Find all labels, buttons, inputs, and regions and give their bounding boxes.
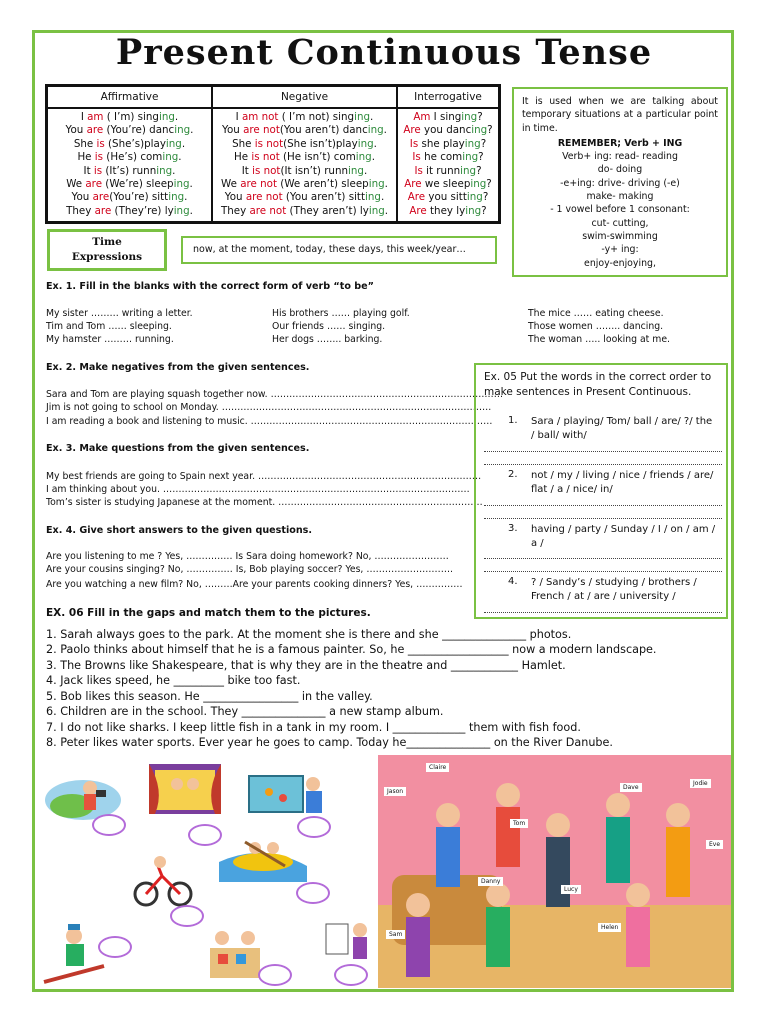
conjugation-line [213,111,396,124]
header-interrogative: Interrogative [397,86,500,109]
conjugation-line [213,151,396,164]
conjugation-segment: ing [158,111,175,123]
conjugation-segment: are [85,177,103,190]
ex6-item: 3. The Browns like Shakespeare, that is why they are in the theatre and ____________ Hamlet. [46,659,566,672]
ex3-item: My best friends are going to Spain next year. ……………………………………………………………… [46,471,482,482]
conjugation-segment: Is [409,137,419,150]
answer-oval[interactable] [296,882,330,904]
conjugation-line [48,205,211,218]
conjugation-segment: ing [357,137,374,150]
conjugation-segment: you sitt [425,191,467,204]
ex4-item: Are your cousins singing? No, …………… Is, Bob playing soccer? Yes, ………………………. [46,564,453,575]
conjugation-segment: am [87,111,104,123]
conjugation-segment: . [184,191,188,204]
party-label: Dave [620,783,642,792]
conjugation-segment: They [220,204,250,217]
conjugation-segment: ing [365,191,381,204]
conjugation-segment: ( I’m) sing [103,111,159,123]
ex5-box [474,363,728,619]
ex6-item: 5. Bob likes this season. He _________________ in the valley. [46,690,373,703]
conjugation-segment: ( I’m not) sing [278,111,355,123]
conjugation-line [48,191,211,204]
ex2-heading: Ex. 2. Make negatives from the given sentences. [46,362,310,373]
conjugation-line [48,151,211,164]
party-label: Lucy [561,885,581,894]
conjugation-segment: She [232,137,255,150]
ex1-item: Her dogs …….. barking. [272,334,383,345]
conjugation-line [213,165,396,178]
usage-rule: enjoy-enjoying, [584,257,656,269]
usage-rule: -e+ing: drive- driving (-e) [560,177,680,189]
conjugation-segment: ing [173,177,190,190]
conjugation-segment: Am [413,111,431,123]
conjugation-line [213,124,396,137]
conjugation-line [398,151,498,164]
conjugation-segment: We [221,177,241,190]
party-scene [378,755,731,988]
conjugation-segment: he com [420,151,463,164]
party-label: Claire [426,763,449,772]
answer-oval[interactable] [98,936,132,958]
conjugation-segment: ing [368,177,385,190]
ex6-item: 2. Paolo thinks about himself that he is a famous painter. So, he __________________ now a modern landscape. [46,643,657,656]
answer-oval[interactable] [258,964,292,986]
conjugation-segment: ? [476,164,482,177]
conjugation-segment: are not [240,177,278,190]
conjugation-segment: You [65,124,87,137]
conjugation-line [213,191,396,204]
answer-line[interactable] [484,518,722,519]
conjugation-segment: . [189,204,193,217]
usage-rule: -y+ ing: [601,244,639,256]
conjugation-segment: Is [412,151,421,164]
conjugation-segment: ing [174,124,191,137]
conjugation-line [398,138,498,151]
ex1-item: Tim and Tom …… sleeping. [46,321,172,332]
ex2-item: I am reading a book and listening to music. …………………………………………………………………… [46,416,493,427]
answer-oval[interactable] [92,814,126,836]
conjugation-segment: ing [348,164,364,177]
ex2-item: Sara and Tom are playing squash together now. ………………………………………………………………… [46,389,503,400]
party-illustration [378,755,731,988]
picture-skiing [42,922,106,988]
ex1-item: Our friends …… singing. [272,321,386,332]
ex1-item: My sister ……… writing a letter. [46,308,193,319]
conjugation-segment: Are [403,124,421,137]
answer-oval[interactable] [170,905,204,927]
conjugation-segment: I [80,111,88,123]
conjugation-segment: you danc [420,124,472,137]
page-title: Present Continuous Tense [115,32,653,73]
conjugation-segment: ing [354,111,371,123]
conjugation-segment: (We aren’t) sleep [277,177,369,190]
header-affirmative: Affirmative [47,86,213,109]
time-expressions-label [47,229,167,271]
picture-bike [128,852,198,908]
conjugation-segment: ? [486,177,492,190]
conjugation-segment: . [380,191,385,204]
picture-painter [322,918,374,966]
conjugation-segment: is not [252,164,281,177]
usage-rule: do- doing [597,164,643,176]
conjugation-segment: . [384,204,389,217]
time-label-line2: Expressions [71,251,143,263]
conjugation-segment: am not [241,111,279,123]
conjugation-segment: ing [165,137,182,150]
conjugation-segment: ing [464,137,481,150]
conjugation-segment: Are [409,204,427,217]
conjugation-segment: He [234,151,252,164]
ex1-item: The woman ….. looking at me. [528,334,671,345]
conjugation-segment: . [370,111,374,123]
ex1-item: His brothers …… playing golf. [272,308,410,319]
conjugation-segment: ing [156,164,173,177]
conjugation-segment: She [73,137,97,150]
conjugation-line [398,191,498,204]
usage-rule: REMEMBER; Verb + ING [557,137,683,149]
conjugation-segment: are [92,191,110,204]
conjugation-segment: she play [418,137,465,150]
time-label-line1: Time [92,236,122,248]
conjugation-segment: They [66,204,95,217]
conjugation-line [48,111,211,124]
party-label: Jason [384,787,406,796]
conjugation-line [48,138,211,151]
party-label: Helen [598,923,621,932]
conjugation-segment: . [189,177,193,190]
conjugation-segment: is [93,164,103,177]
ex5-number: 1. [508,415,518,426]
conjugation-segment: ing [168,191,185,204]
conjugation-segment: . [178,151,182,164]
negative-column [212,108,397,223]
conjugation-segment: I sing [430,111,462,123]
conjugation-segment: are not [249,204,287,217]
conjugation-segment: (We’re) sleep [102,177,174,190]
conjugation-segment: (She isn’t)play [283,137,358,150]
conjugation-segment: . [172,164,176,177]
conjugation-segment: ? [487,124,493,137]
conjugation-segment: ing [461,111,478,123]
conjugation-segment: we sleep [421,177,471,190]
usage-box [512,87,728,277]
conjugation-segment: ing [367,124,384,137]
ex5-words: ? / Sandy’s / studying / brothers / French / at / are / university / [531,577,697,602]
ex6-item: 8. Peter likes water sports. Ever year he goes to camp. Today he_______________ on the River Danube. [46,736,613,749]
conjugation-line [213,178,396,191]
conjugation-segment: . [383,124,387,137]
ex6-heading: EX. 06 Fill in the gaps and match them to the pictures. [46,607,371,619]
ex6-item: 7. I do not like sharks. I keep little fish in a tank in my room. I _____________ them with fish food. [46,721,581,734]
answer-line[interactable] [484,612,722,613]
header-negative: Negative [212,86,397,109]
conjugation-segment: Are [404,177,422,190]
ex1-item: My hamster ……… running. [46,334,174,345]
picture-rafting [215,822,311,886]
conjugation-line [213,138,396,151]
conjugation-segment: (You’re) danc [103,124,175,137]
conjugation-segment: they ly [426,204,466,217]
conjugation-line [48,165,211,178]
ex2-item: Jim is not going to school on Monday. …………………………………………………………………………… [46,402,492,413]
conjugation-segment: (It’s) runn [102,164,157,177]
conjugation-segment: is [96,137,105,150]
ex5-words: Sara / playing/ Tom/ ball / are/ ?/ the / ball/ with/ [531,416,713,441]
conjugation-segment: ing [471,124,488,137]
conjugation-segment: ing [462,151,479,164]
time-expressions-box: now, at the moment, today, these days, this week/year… [181,236,497,264]
party-label: Jodie [690,779,711,788]
conjugation-segment: is not [251,151,280,164]
party-label: Sam [386,930,405,939]
affirmative-column [47,108,213,223]
conjugation-segment: are [94,204,112,217]
ex5-number: 2. [508,469,518,480]
conjugation-segment: ing [466,191,483,204]
conjugation-segment: We [66,177,86,190]
ex4-heading: Ex. 4. Give short answers to the given questions. [46,525,313,536]
picture-fish-tank [243,764,333,822]
conjugation-segment: are not [245,191,283,204]
conjugation-segment: Is [414,164,423,177]
conjugation-segment: It [241,164,253,177]
answer-line[interactable] [484,558,722,559]
ex1-item: Those women …….. dancing. [528,321,664,332]
usage-rule: Verb+ ing: read- reading [562,151,678,163]
ex1-heading: Ex. 1. Fill in the blanks with the correct form of verb “to be” [46,281,374,292]
conjugation-segment: ? [480,137,487,150]
ex6-item: 6. Children are in the school. They _______________ a new stamp album. [46,705,444,718]
conjugation-segment: He [77,151,95,164]
conjugation-segment: (You aren’t) danc [279,124,368,137]
ex5-number: 4. [508,576,518,587]
conjugation-line [213,205,396,218]
conjugation-line [48,124,211,137]
conjugation-segment: is not [254,137,284,150]
conjugation-segment: . [181,137,186,150]
party-label: Eve [706,840,723,849]
conjugation-line [398,124,498,137]
conjugation-segment: (They aren’t) ly [286,204,369,217]
conjugation-segment: ing [460,164,477,177]
conjugation-segment: is [94,151,104,164]
conjugation-line [398,205,498,218]
conjugation-segment: You [224,191,246,204]
conjugation-segment: ing [470,177,487,190]
conjugation-segment: are [86,124,104,137]
ex3-heading: Ex. 3. Make questions from the given sentences. [46,443,310,454]
conjugation-segment: are not [243,124,280,137]
usage-rules [522,137,718,270]
interrogative-column [397,108,500,223]
conjugation-segment: ? [481,204,487,217]
conjugation-segment: . [373,137,377,150]
usage-rule: swim-swimming [582,230,658,242]
conjugation-line [398,165,498,178]
usage-rule: - 1 vowel before 1 consonant: [550,204,690,216]
conjugation-segment: it runn [422,164,461,177]
conjugation-segment: ing [162,151,179,164]
ex5-words: having / party / Sunday / I / on / am / a / [531,524,716,549]
conjugation-segment: ing [355,151,372,164]
conjugation-segment: It [83,164,94,177]
ex5-words: not / my / living / nice / friends / are/ flat / a / nice/ in/ [531,470,714,495]
ex4-item: Are you watching a new film? No, ………Are your parents cooking dinners? Yes, …………… [46,579,463,590]
conjugation-segment: ? [478,151,484,164]
conjugation-segment: . [363,164,368,177]
usage-intro: It is used when we are talking about temporary situations at a particular point in time. [522,96,718,134]
conjugation-line [398,111,498,124]
conjugation-segment: You [222,124,244,137]
conjugation-table [45,84,501,224]
party-label: Tom [510,819,528,828]
ex5-heading: Ex. 05 Put the words in the correct order to make sentences in Present Continuous. [484,371,712,398]
usage-rule: cut- cutting, [591,217,649,229]
conjugation-segment: ? [477,111,483,123]
conjugation-segment: ing [465,204,482,217]
conjugation-segment: (You aren’t) sitt [282,191,365,204]
ex4-item: Are you listening to me ? Yes, …………… Is Sara doing homework? No, …………………… [46,551,449,562]
ex3-item: I am thinking about you. ……………………………………………………………………………………… [46,484,470,495]
conjugation-segment: ing [173,204,190,217]
ex6-item: 4. Jack likes speed, he _________ bike too fast. [46,674,301,687]
conjugation-segment: I [235,111,242,123]
conjugation-segment: (They’re) ly [111,204,174,217]
ex6-item: 1. Sarah always goes to the park. At the moment she is there and she _______________ photos. [46,628,572,641]
party-label: Danny [478,877,503,886]
conjugation-segment: You [71,191,93,204]
conjugation-segment: . [174,111,179,123]
answer-oval[interactable] [334,964,368,986]
answer-line[interactable] [484,464,722,465]
conjugation-segment: (He’s) com [103,151,163,164]
answer-line[interactable] [484,505,722,506]
conjugation-line [48,178,211,191]
answer-line[interactable] [484,451,722,452]
ex5-number: 3. [508,523,518,534]
picture-theatre [145,760,225,820]
conjugation-segment: . [371,151,375,164]
answer-line[interactable] [484,571,722,572]
conjugation-segment: . [384,177,388,190]
usage-rule: make- making [586,191,654,203]
ex1-item: The mice …… eating cheese. [528,308,664,319]
conjugation-segment: . [190,124,194,137]
conjugation-segment: ing [368,204,385,217]
ex3-item: Tom’s sister is studying Japanese at the moment. ………………………………………………………… [46,497,483,508]
conjugation-segment: (You’re) sitt [109,191,169,204]
conjugation-segment: (It isn’t) runn [280,164,349,177]
conjugation-line [398,178,498,191]
conjugation-segment: (She’s)play [104,137,166,150]
conjugation-segment: Are [407,191,426,204]
conjugation-segment: ? [482,191,489,204]
conjugation-segment: (He isn’t) com [279,151,356,164]
